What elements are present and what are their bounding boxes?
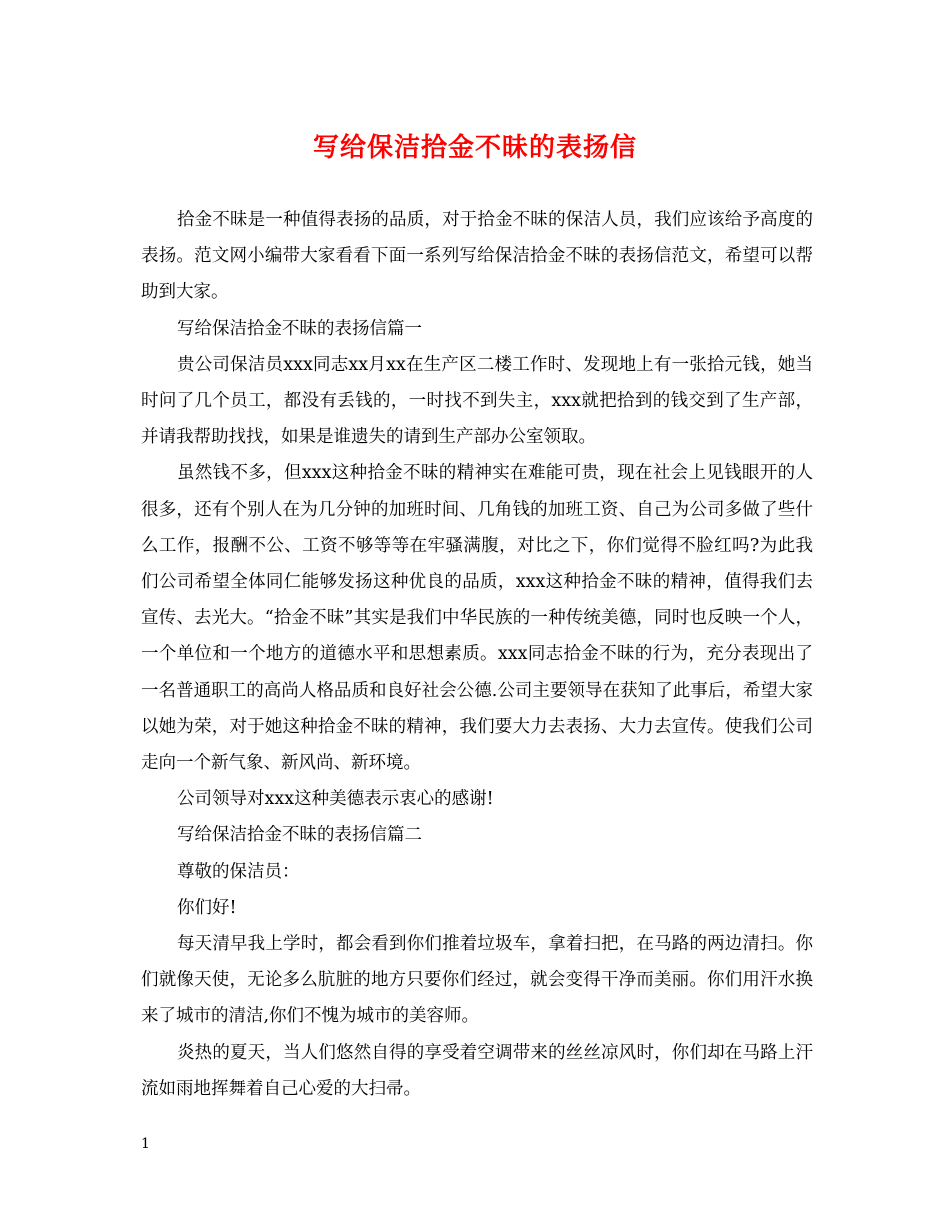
letter-two-greeting: 你们好! <box>177 897 237 918</box>
document-body <box>141 202 813 1107</box>
section-heading-one: 写给保洁拾金不昧的表扬信篇一 <box>177 318 422 339</box>
paragraph-letter-one-body: 虽然钱不多，但xxx这种拾金不昧的精神实在难能可贵，现在社会上见钱眼开的人很多，还有个别人在为几分钟的加班时间、几角钱的加班工资、自己为公司多做了些什么工作，报酬不公、工资不够等等在牢骚满腹，对比之下，你们觉得不脸红吗?为此我们公司希望全体同仁能够发扬这种优良的品质，xxx这种拾金不昧的精神，值得我们去宣传、去光大。“拾金不昧”其实是我们中华民族的一种传统美德，同时也反映一个人，一个单位和一个地方的道德水平和思想素质。xxx同志拾金不昧的行为，充分表现出了一名普通职工的高尚人格品质和良好社会公德.公司主要领导在获知了此事后，希望大家以她为荣，对于她这种拾金不昧的精神，我们要大力去表扬、大力去宣传。使我们公司走向一个新气象、新风尚、新环境。 <box>141 463 813 774</box>
section-heading-two: 写给保洁拾金不昧的表扬信篇二 <box>177 825 422 846</box>
paragraph-intro: 拾金不昧是一种值得表扬的品质，对于拾金不昧的保洁人员，我们应该给予高度的表扬。范文网小编带大家看看下面一系列写给保洁拾金不昧的表扬信范文，希望可以帮助到大家。 <box>141 210 813 303</box>
paragraph-letter-one-thanks: 公司领导对xxx这种美德表示衷心的感谢! <box>177 789 494 810</box>
letter-two-salutation: 尊敬的保洁员： <box>177 861 300 882</box>
document-title: 写给保洁拾金不昧的表扬信 <box>312 133 637 163</box>
page-number: 1 <box>141 1136 150 1152</box>
paragraph-letter-two-morning: 每天清早我上学时，都会看到你们推着垃圾车，拿着扫把，在马路的两边清扫。你们就像天使，无论多么肮脏的地方只要你们经过，就会变得干净而美丽。你们用汗水换来了城市的清洁,你们不愧为城市的美容师。 <box>141 934 813 1027</box>
paragraph-letter-one-opening: 贵公司保洁员xxx同志xx月xx在生产区二楼工作时、发现地上有一张拾元钱，她当时问了几个员工，都没有丢钱的，一时找不到失主，xxx就把拾到的钱交到了生产部，并请我帮助找找，如果是谁遗失的请到生产部办公室领取。 <box>141 354 813 448</box>
paragraph-letter-two-summer: 炎热的夏天，当人们悠然自得的享受着空调带来的丝丝凉风时，你们却在马路上汗流如雨地挥舞着自己心爱的大扫帚。 <box>141 1042 813 1099</box>
